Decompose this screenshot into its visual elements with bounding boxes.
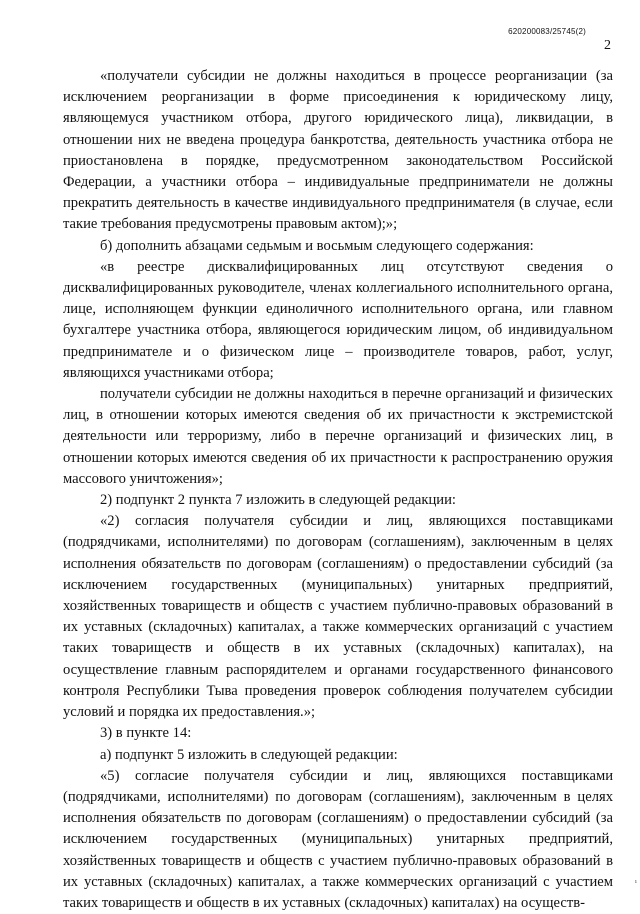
document-body (63, 66, 613, 914)
page-number: 2 (604, 38, 611, 53)
paragraph-7: 3) в пункте 14: (100, 725, 192, 742)
paragraph-3: «в реестре дисквалифицированных лиц отсутствуют сведения о дисквалифицированных руководителе, членах коллегиального исполнительного органа, лице, исполняющем функции единоличного исполнительного органа, или главном бухгалтере участника отбора, являющегося юридическим лицом, об индивидуальном предпринимателе и о физическом лице – производителе товаров, работ, услуг, являющихся участниками отбора; (63, 258, 613, 381)
paragraph-2: б) дополнить абзацами седьмым и восьмым следующего содержания: (100, 237, 534, 254)
margin-mark: ¹ (634, 879, 637, 887)
paragraph-4: получатели субсидии не должны находиться в перечне организаций и физических лиц, в отношении которых имеются сведения об их причастности к экстремистской деятельности или терроризму, либо в перечне организаций и физических лиц, в отношении которых имеются сведения об их причастности к распространению оружия массового уничтожения»; (63, 386, 613, 487)
paragraph-6: «2) согласия получателя субсидии и лиц, являющихся поставщиками (подрядчиками, исполнителями) по договорам (соглашениям), заключенным в целях исполнения обязательств по договорам (соглашениям) о предоставлении субсидий (за исключением государственных (муниципальных) унитарных предприятий, хозяйственных товариществ и обществ с участием публично-правовых образований в их уставных (складочных) капиталах, а также коммерческих организаций с участием таких товариществ и обществ в их уставных (складочных) капиталах), на осуществление главным распорядителем и органами государственного финансового контроля Республики Тыва проведения проверок соблюдения получателем субсидии условий и порядка их предоставления.»; (63, 513, 613, 721)
paragraph-8: а) подпункт 5 изложить в следующей редакции: (100, 746, 398, 763)
paragraph-9: «5) согласие получателя субсидии и лиц, являющихся поставщиками (подрядчиками, исполнителями) по договорам (соглашениям), заключенным в целях исполнения обязательств по договорам (соглашениям) о предоставлении субсидий (за исключением государственных (муниципальных) унитарных предприятий, хозяйственных товариществ и обществ с участием публично-правовых образований в их уставных (складочных) капиталах, а также коммерческих организаций с участием таких товариществ и обществ в их уставных (складочных) капиталах) на осуществ- (63, 767, 613, 911)
document-number: 620200083/25745(2) (508, 27, 586, 36)
paragraph-1: «получатели субсидии не должны находиться в процессе реорганизации (за исключением реорганизации в форме присоединения к юридическому лицу, являющемуся участником отбора, другого юридического лица), ликвидации, в отношении них не введена процедура банкротства, деятельность участника отбора не приостановлена в порядке, предусмотренном законодательством Российской Федерации, а участники отбора – индивидуальные предприниматели не должны прекратить деятельность в качестве индивидуального предпринимателя (в случае, если такие требования предусмотрены правовым актом);»; (63, 68, 613, 233)
paragraph-5: 2) подпункт 2 пункта 7 изложить в следующей редакции: (100, 492, 456, 509)
